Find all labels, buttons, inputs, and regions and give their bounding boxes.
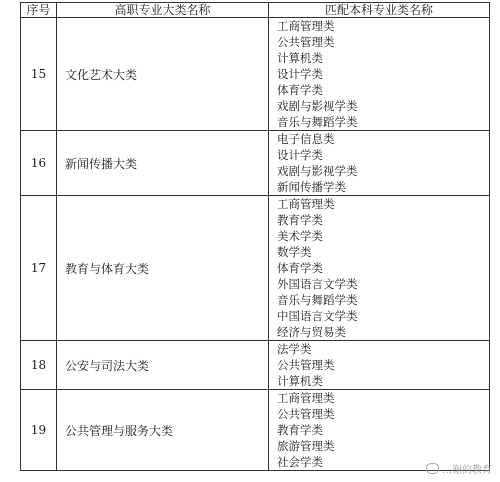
row-seq: 17 xyxy=(21,196,57,341)
table-row xyxy=(21,341,490,390)
watermark-text: …谢的教育 xyxy=(442,465,492,476)
undergrad-item: 体育学类 xyxy=(277,261,323,275)
row-vocational-name: 公安与司法大类 xyxy=(57,341,269,390)
undergrad-item: 社会学类 xyxy=(277,455,323,469)
undergrad-item: 外国语言文学类 xyxy=(277,277,358,291)
header-seq: 序号 xyxy=(21,3,57,18)
row-vocational-name: 文化艺术大类 xyxy=(57,18,269,131)
undergrad-item: 法学类 xyxy=(277,342,312,356)
undergrad-item: 音乐与舞蹈学类 xyxy=(277,293,358,307)
undergrad-item: 中国语言文学类 xyxy=(277,309,358,323)
undergrad-item: 设计学类 xyxy=(277,148,323,162)
undergrad-item: 经济与贸易类 xyxy=(277,325,346,339)
header-row xyxy=(21,3,490,18)
undergrad-item: 工商管理类 xyxy=(277,391,335,405)
undergrad-item: 旅游管理类 xyxy=(277,439,335,453)
row-vocational-name: 教育与体育大类 xyxy=(57,196,269,341)
undergrad-item: 工商管理类 xyxy=(277,197,335,211)
undergrad-item: 电子信息类 xyxy=(277,132,335,146)
row-seq: 15 xyxy=(21,18,57,131)
undergrad-item: 教育学类 xyxy=(277,213,323,227)
undergrad-item: 计算机类 xyxy=(277,374,323,388)
row-undergrad-list xyxy=(269,196,490,341)
row-seq: 19 xyxy=(21,390,57,471)
undergrad-item: 戏剧与影视学类 xyxy=(277,99,358,113)
undergrad-item: 戏剧与影视学类 xyxy=(277,164,358,178)
undergrad-item: 新闻传播学类 xyxy=(277,180,346,194)
row-undergrad-list xyxy=(269,131,490,196)
undergrad-item: 体育学类 xyxy=(277,83,323,97)
undergrad-item: 数学类 xyxy=(277,245,312,259)
undergrad-item: 工商管理类 xyxy=(277,19,335,33)
chat-bubble-icon xyxy=(426,463,439,474)
undergrad-item: 公共管理类 xyxy=(277,407,335,421)
table-row xyxy=(21,196,490,341)
header-vocational: 高职专业大类名称 xyxy=(57,3,269,18)
header-undergrad: 匹配本科专业类名称 xyxy=(269,3,490,18)
undergrad-item: 教育学类 xyxy=(277,423,323,437)
undergrad-item: 美术学类 xyxy=(277,229,323,243)
row-seq: 16 xyxy=(21,131,57,196)
undergrad-item: 设计学类 xyxy=(277,67,323,81)
row-undergrad-list xyxy=(269,390,490,471)
row-seq: 18 xyxy=(21,341,57,390)
table-row xyxy=(21,390,490,471)
undergrad-item: 计算机类 xyxy=(277,51,323,65)
table-row xyxy=(21,131,490,196)
undergrad-item: 公共管理类 xyxy=(277,358,335,372)
table-row xyxy=(21,18,490,131)
row-vocational-name: 公共管理与服务大类 xyxy=(57,390,269,471)
watermark xyxy=(426,461,492,476)
row-undergrad-list xyxy=(269,341,490,390)
major-matching-table xyxy=(20,2,490,471)
row-vocational-name: 新闻传播大类 xyxy=(57,131,269,196)
undergrad-item: 公共管理类 xyxy=(277,35,335,49)
undergrad-item: 音乐与舞蹈学类 xyxy=(277,115,358,129)
row-undergrad-list xyxy=(269,18,490,131)
